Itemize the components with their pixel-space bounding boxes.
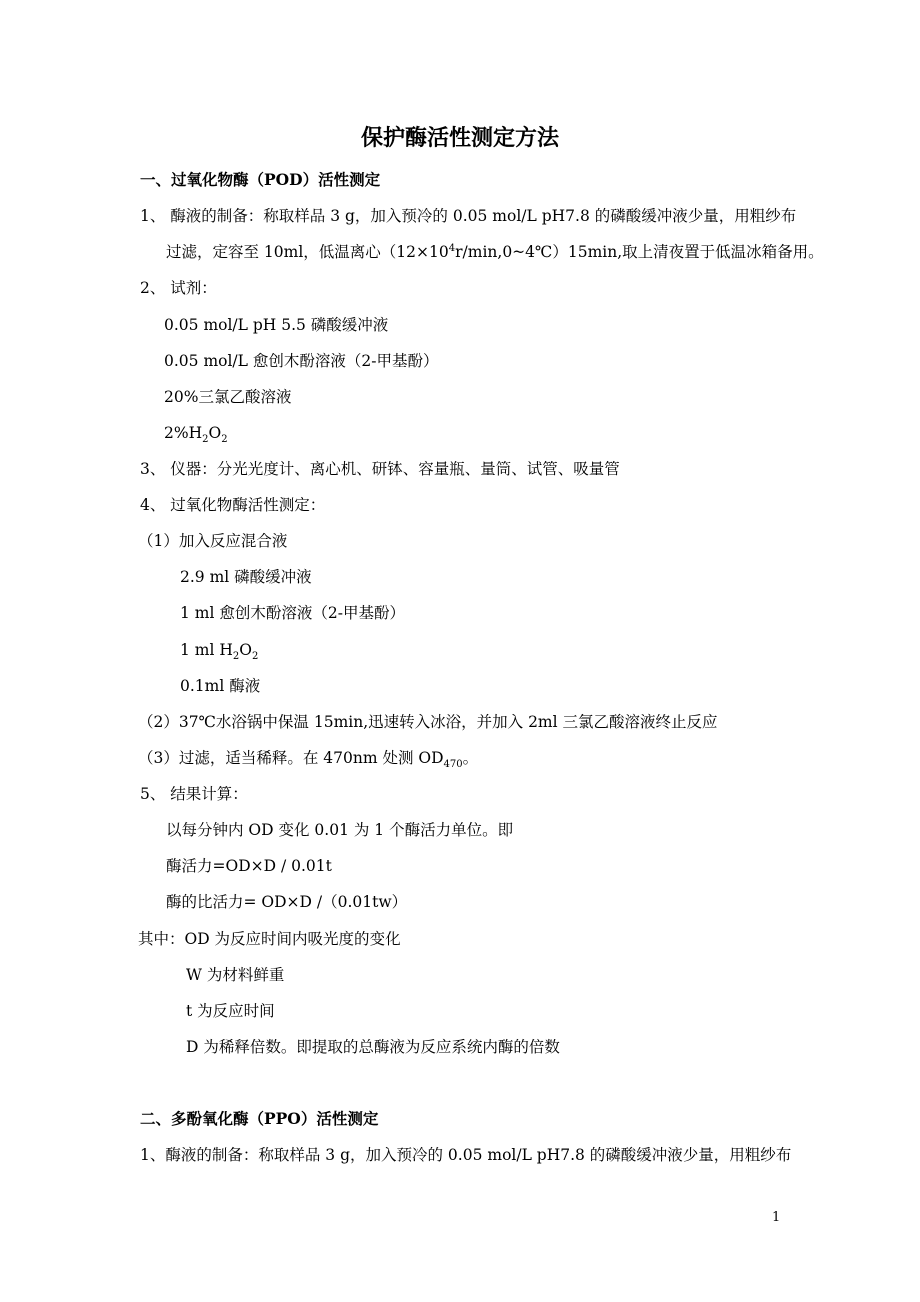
s1-item-1-line-1: 1、 酶液的制备：称取样品 3 g，加入预冷的 0.05 mol/L pH7.8 的磷酸缓冲液少量，用粗纱布 (140, 207, 797, 225)
document-title: 保护酶活性测定方法 (360, 125, 559, 151)
section-2-heading: 二、多酚氧化酶（PPO）活性测定 (140, 1109, 379, 1128)
where-line-1: W 为材料鲜重 (186, 966, 285, 984)
reagent-1: 0.05 mol/L pH 5.5 磷酸缓冲液 (164, 316, 389, 334)
s1-item-1-line-2: 过滤，定容至 10ml，低温离心$(12\times 10^4r/\min,0\sim 4℃)15\min$,取上清夜置于低温冰箱备用。 (166, 242, 824, 261)
s2-item-1-line-1: 1、酶液的制备：称取样品 3 g，加入预冷的 0.05 mol/L pH7.8 的磷酸缓冲液少量，用粗纱布 (140, 1146, 792, 1164)
calc-line-2: 酶活力=OD×D / 0.01t (166, 857, 332, 875)
step-2: （2）37℃水浴锅中保温 15min,迅速转入冰浴，并加入 2ml 三氯乙酸溶液终止反应 (138, 713, 718, 731)
step-3: （3）过滤，适当稀释。在 470nm 处测 $OD_{470}$。 (138, 749, 479, 771)
reagent-2: 0.05 mol/L 愈创木酚溶液（2-甲基酚） (164, 352, 439, 370)
calc-line-3: 酶的比活力= OD×D /（0.01tw） (166, 893, 408, 911)
mixture-1: 2.9 ml 磷酸缓冲液 (180, 568, 312, 586)
s1-item-4: 4、 过氧化物酶活性测定： (140, 496, 326, 514)
mixture-3: 1 ml $H_2O_2$ (180, 641, 259, 663)
calc-line-1: 以每分钟内 OD 变化 0.01 为 1 个酶活力单位。即 (166, 821, 514, 839)
step-1: （1）加入反应混合液 (138, 532, 288, 550)
where-line-3: D 为稀释倍数。即提取的总酶液为反应系统内酶的倍数 (186, 1038, 560, 1056)
where-line-2: t 为反应时间 (186, 1002, 275, 1020)
where-line-0: 其中：OD 为反应时间内吸光度的变化 (138, 930, 401, 948)
section-1-heading: 一、过氧化物酶（POD）活性测定 (140, 170, 381, 189)
s1-item-3: 3、 仪器：分光光度计、离心机、研钵、容量瓶、量筒、试管、吸量管 (140, 460, 620, 478)
s1-item-5: 5、 结果计算： (140, 785, 248, 803)
s1-item-2: 2、 试剂： (140, 279, 217, 297)
reagent-3: 20%三氯乙酸溶液 (164, 388, 292, 406)
page-number: 1 (772, 1210, 781, 1225)
mixture-4: 0.1ml 酶液 (180, 677, 261, 695)
mixture-2: 1 ml 愈创木酚溶液（2-甲基酚） (180, 604, 405, 622)
reagent-4: $2\%H_2O_2$ (164, 424, 228, 446)
